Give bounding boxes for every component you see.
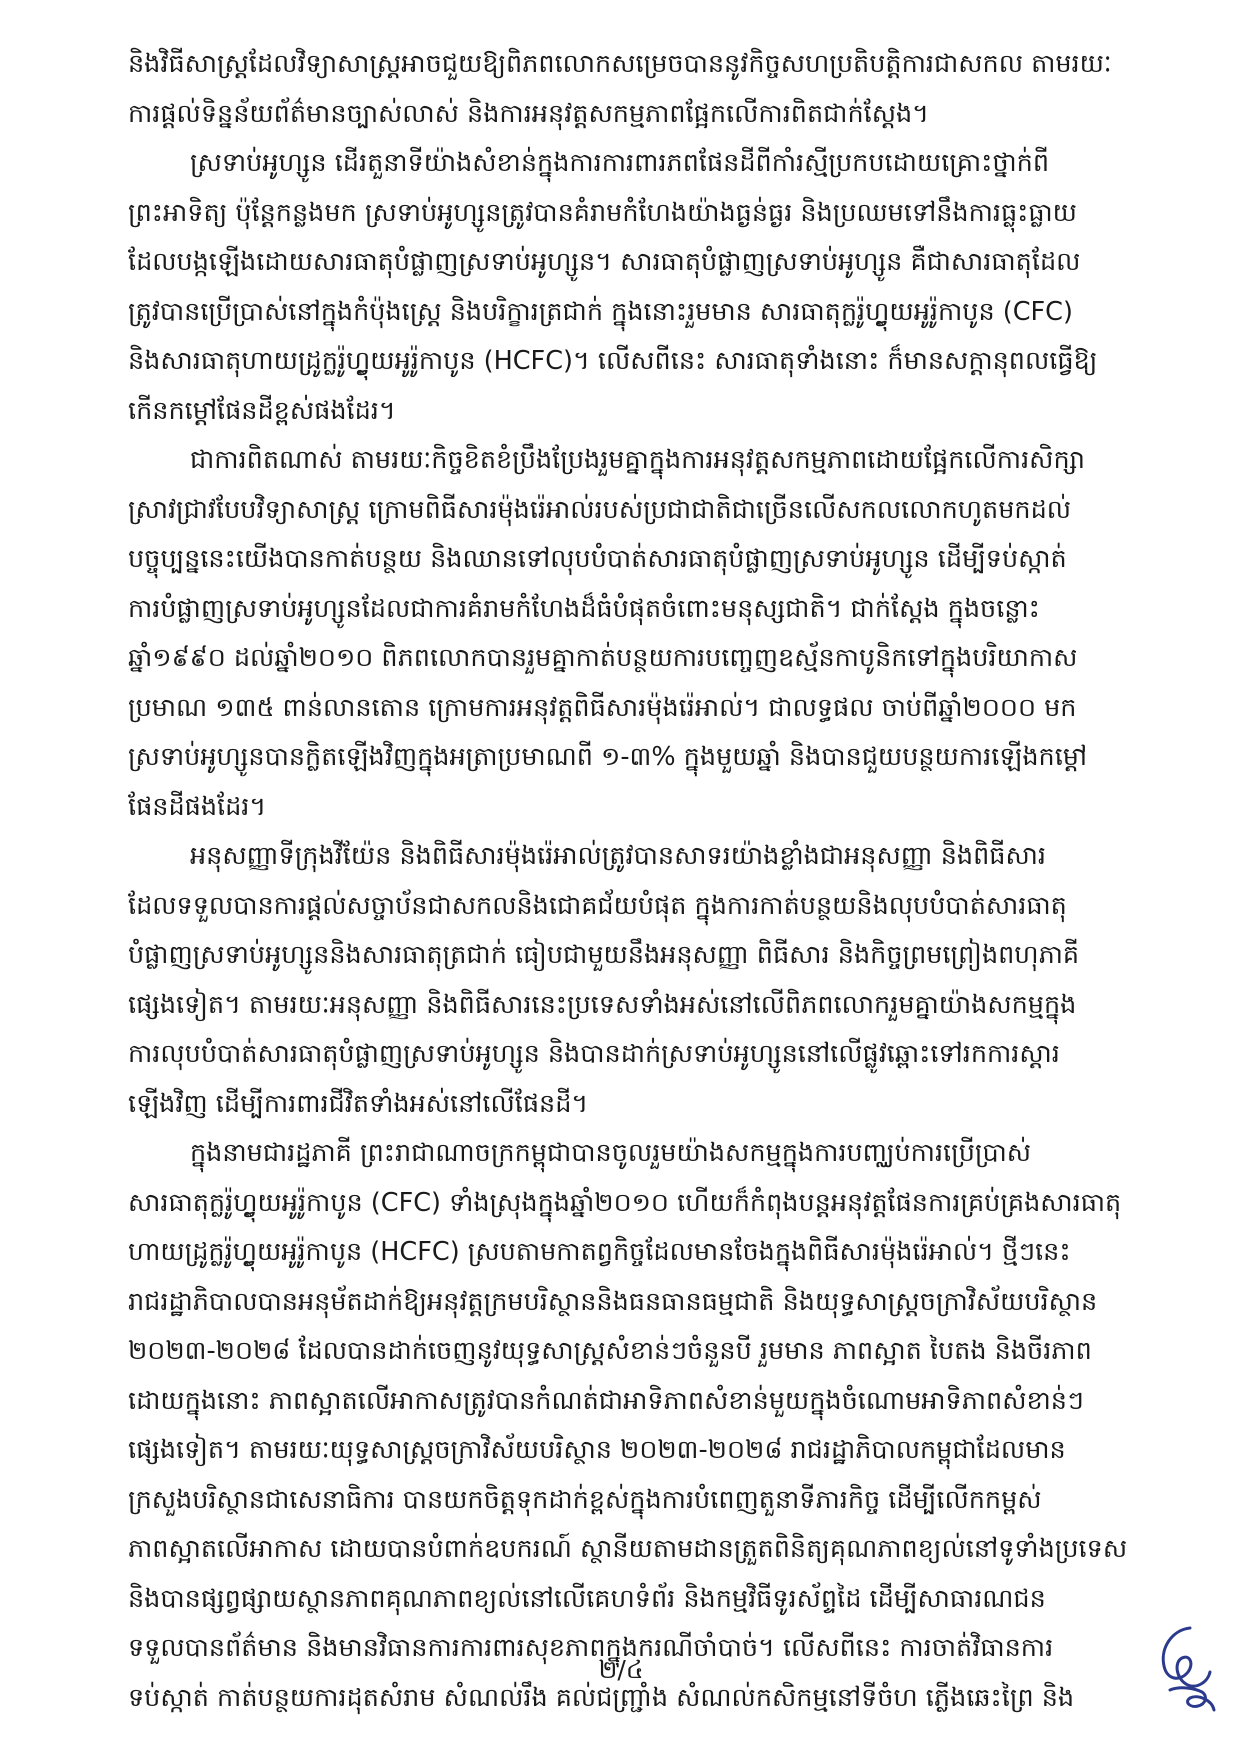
text-line: បច្ចុប្បន្ននេះយើងបានកាត់បន្ថយ និងឈានទៅលុបបំបាត់សារធាតុបំផ្លាញស្រទាប់អូហ្សូន ដើម្បីទប់ស្កាត់ (128, 544, 1067, 574)
paragraph (128, 832, 1138, 1129)
paragraph (128, 139, 1138, 436)
text-line: អនុសញ្ញាទីក្រុងវីយ៉ែន និងពិធីសារម៉ុងរ៉េអាល់ត្រូវបានសាទរយ៉ាងខ្លាំងជាអនុសញ្ញា និងពិធីសារ (190, 841, 1046, 871)
text-line: ស្រទាប់អូហ្សូនបានក្លិតឡើងវិញក្នុងអត្រាប្រមាណពី ១-៣% ក្នុងមួយឆ្នាំ និងបានជួយបន្ថយការឡើងកម្តៅ (128, 742, 1088, 772)
text-line: ដោយក្នុងនោះ ភាពស្អាតលើអាកាសត្រូវបានកំណត់ជាអាទិភាពសំខាន់មួយក្នុងចំណោមអាទិភាពសំខាន់ៗ (128, 1385, 1084, 1416)
text-line: ដែលបង្កឡើងដោយសារធាតុបំផ្លាញស្រទាប់អូហ្សូន។ សារធាតុបំផ្លាញស្រទាប់អូហ្សូន គឺជាសារធាតុដែល (128, 247, 1081, 277)
text-line: ព្រះអាទិត្យ ប៉ុន្តែកន្លងមក ស្រទាប់អូហ្សូនត្រូវបានគំរាមកំហែងយ៉ាងធ្ងន់ធ្ងរ និងប្រឈមទៅនឹងការធ្លុះធ្លាយ (128, 197, 1077, 228)
text-line: ទប់ស្កាត់ កាត់បន្ថយការដុតសំរាម សំណល់រឹង គល់ជញ្ជ្រាំង សំណល់កសិកម្មនៅទីចំហ ភ្លើងឆេះព្រៃ និង (128, 1682, 1075, 1713)
text-line: ការលុបបំបាត់សារធាតុបំផ្លាញស្រទាប់អូហ្សូន និងបានដាក់ស្រទាប់អូហ្សូននៅលើផ្លូវឆ្ពោះទៅរកការស្តារ (128, 1039, 1060, 1069)
document-body (128, 40, 1138, 1723)
text-line: ឡើងវិញ ដើម្បីការពារជីវិតទាំងអស់នៅលើផែនដី។ (128, 1088, 589, 1119)
text-line: ជាការពិតណាស់ តាមរយៈកិច្ចខិតខំប្រឹងប្រែងរួមគ្នាក្នុងការអនុវត្តសកម្មភាពដោយផ្អែកលើការសិក្សា (190, 445, 1085, 475)
text-line: ដែលទទួលបានការផ្តល់សច្ចាប័នជាសកលនិងជោគជ័យបំផុត ក្នុងការកាត់បន្ថយនិងលុបបំបាត់សារធាតុ (128, 890, 1067, 921)
text-line: និងសារធាតុហាយដ្រូក្លរ៉ូហ្វ្លុយអូរ៉ូកាបូន (HCFC)។ លើសពីនេះ សារធាតុទាំងនោះ ក៏មានសក្តានុពលធ្វើឱ្យ (128, 346, 1098, 376)
text-line: ក្នុងនាមជារដ្ឋភាគី ព្រះរាជាណាចក្រកម្ពុជាបានចូលរួមយ៉ាងសកម្មក្នុងការបញ្ឈប់ការប្រើប្រាស់ (190, 1138, 1032, 1168)
text-line: ស្រាវជ្រាវបែបវិទ្យាសាស្ត្រ ក្រោមពិធីសារម៉ុងរ៉េអាល់របស់ប្រជាជាតិជាច្រើនលើសកលលោកហូតមកដល់ (128, 494, 1072, 525)
text-line: ២០២៣-២០២៨ ដែលបានដាក់ចេញនូវយុទ្ធសាស្ត្រសំខាន់ៗចំនួនបី រួមមាន ភាពស្អាត បៃតង និងចីរភាព (128, 1336, 1092, 1366)
page-number: ២/៤ (598, 1655, 644, 1684)
text-line: ទទួលបានព័ត៌មាន និងមានវិធានការការពារសុខភាពក្នុងករណីចាំបាច់។ លើសពីនេះ ការចាត់វិធានការ (128, 1633, 1054, 1663)
text-line: ផ្សេងទៀត។ តាមរយៈអនុសញ្ញា និងពិធីសារនេះប្រទេសទាំងអស់នៅលើពិភពលោករួមគ្នាយ៉ាងសកម្មក្នុង (128, 989, 1077, 1020)
text-line: បំផ្លាញស្រទាប់អូហ្សូននិងសារធាតុត្រជាក់ ធៀបជាមួយនឹងអនុសញ្ញា ពិធីសារ និងកិច្ចព្រមព្រៀងពហុភាគី (128, 940, 1080, 970)
signature-initials (1150, 1620, 1220, 1715)
text-line: ត្រូវបានប្រើប្រាស់នៅក្នុងកំប៉ុងស្រ្តេ និងបរិក្ខារត្រជាក់ ក្នុងនោះរួមមាន សារធាតុក្លរ៉ូហ្វ្លុយអូរ៉ូកាបូន (CFC) (128, 296, 1073, 327)
paragraph (128, 40, 1138, 139)
text-line: កើនកម្តៅផែនដីខ្ពស់ផងដែរ។ (128, 395, 396, 426)
text-line: ការបំផ្លាញស្រទាប់អូហ្សូនដែលជាការគំរាមកំហែងដ៏ធំបំផុតចំពោះមនុស្សជាតិ។ ជាក់ស្តែង ក្នុងចន្លោះ (128, 593, 1040, 624)
text-line: ឆ្នាំ១៩៩០ ដល់ឆ្នាំ២០១០ ពិភពលោកបានរួមគ្នាកាត់បន្ថយការបញ្ចេញឧស្ម័នកាបូនិកទៅក្នុងបរិយាកាស (128, 643, 1078, 673)
text-line: ការផ្តល់ទិន្នន័យព័ត៌មានច្បាស់លាស់ និងការអនុវត្តសកម្មភាពផ្អែកលើការពិតជាក់ស្តែង។ (128, 98, 929, 129)
text-line: ភាពស្អាតលើអាកាស ដោយបានបំពាក់ឧបករណ៍ ស្ថានីយតាមដានត្រួតពិនិត្យគុណភាពខ្យល់នៅទូទាំងប្រទេស (128, 1534, 1128, 1564)
text-line: និងបានផ្សព្វផ្សាយស្ថានភាពគុណភាពខ្យល់នៅលើគេហទំព័រ និងកម្មវិធីទូរស័ព្ទដៃ ដើម្បីសាធារណជន (128, 1583, 1046, 1614)
text-line: ប្រមាណ ១៣៥ ពាន់លានតោន ក្រោមការអនុវត្តពិធីសារម៉ុងរ៉េអាល់។ ជាលទ្ធផល ចាប់ពីឆ្នាំ២០០០ មក (128, 692, 1077, 723)
text-line: និងវិធីសាស្ត្រដែលវិទ្យាសាស្ត្រអាចជួយឱ្យពិភពលោកសម្រេចបាននូវកិច្ចសហប្រតិបត្តិការជាសកល តាមរយៈ (128, 49, 1112, 79)
text-line: ផែនដីផងដែរ។ (128, 791, 267, 822)
paragraph (128, 436, 1138, 832)
paragraph (128, 1129, 1138, 1723)
text-line: ហាយដ្រូក្លរ៉ូហ្វ្លុយអូរ៉ូកាបូន (HCFC) ស្របតាមកាតព្វកិច្ចដែលមានចែងក្នុងពិធីសារម៉ុងរ៉េអាល់។ ថ្មីៗនេះ (128, 1237, 1071, 1267)
text-line: ស្រទាប់អូហ្សូន ដើរតួនាទីយ៉ាងសំខាន់ក្នុងការការពារភពផែនដីពីកាំរស្មីប្រកបដោយគ្រោះថ្នាក់ពី (190, 148, 1050, 178)
text-line: សារធាតុក្លរ៉ូហ្វ្លុយអូរ៉ូកាបូន (CFC) ទាំងស្រុងក្នុងឆ្នាំ២០១០ ហើយក៏កំពុងបន្តអនុវត្តផែនការគ្រប់គ្រងសារធាតុ (128, 1187, 1122, 1218)
text-line: រាជរដ្ឋាភិបាលបានអនុម័តដាក់ឱ្យអនុវត្តក្រមបរិស្ថាននិងធនធានធម្មជាតិ និងយុទ្ធសាស្ត្រចក្រាវិស័យបរិស្ថាន (128, 1286, 1098, 1317)
text-line: ផ្សេងទៀត។ តាមរយៈយុទ្ធសាស្ត្រចក្រាវិស័យបរិស្ថាន ២០២៣-២០២៨ រាជរដ្ឋាភិបាលកម្ពុជាដែលមាន (128, 1435, 1066, 1465)
text-line: ក្រសួងបរិស្ថានជាសេនាធិការ បានយកចិត្តទុកដាក់ខ្ពស់ក្នុងការបំពេញតួនាទីភារកិច្ច ដើម្បីលើកកម្ពស់ (128, 1484, 1042, 1515)
